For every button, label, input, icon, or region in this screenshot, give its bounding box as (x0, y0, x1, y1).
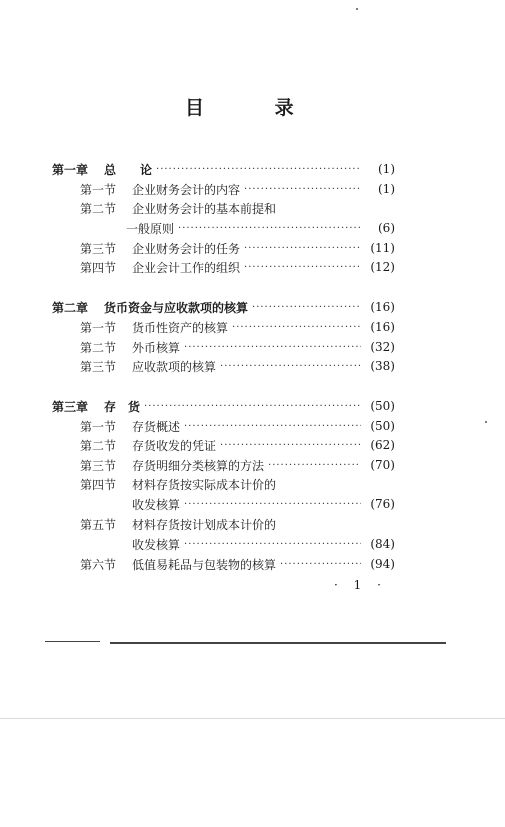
toc-page-number: (11) (370, 241, 395, 255)
toc-entry-title: 总 论 (104, 162, 153, 177)
toc-entry-label (80, 476, 276, 493)
toc-leader-dots (184, 499, 361, 510)
toc-section[interactable] (80, 239, 395, 257)
toc-chapter-number: 第一章 (52, 162, 89, 177)
toc-page-number: (70) (370, 458, 395, 472)
toc-section-number: 第二节 (80, 438, 117, 453)
toc-entry-label (80, 358, 216, 375)
toc-page-number: (16) (370, 300, 395, 314)
toc-entry-title: 外币核算 (132, 340, 181, 355)
toc-section[interactable] (80, 199, 395, 217)
toc-chapter-1[interactable] (52, 160, 395, 178)
toc-entry-title: 存 货 (104, 399, 141, 414)
toc-leader-dots (156, 164, 361, 175)
toc-page-number: (16) (370, 320, 395, 334)
toc-chapter-2[interactable] (52, 298, 395, 316)
toc-section[interactable] (80, 338, 395, 356)
toc-leader-dots (280, 559, 361, 570)
toc-leader-dots (184, 342, 361, 353)
toc-leader-dots (252, 302, 361, 313)
toc-page-number: (76) (370, 497, 395, 511)
toc-leader-dots (232, 322, 361, 333)
toc-section[interactable] (80, 258, 395, 276)
toc-entry-title: 低值易耗品与包装物的核算 (132, 557, 277, 572)
toc-section[interactable] (80, 357, 395, 375)
toc-entry-title: 企业会计工作的组织 (132, 260, 241, 275)
toc-entry-title: 货币资金与应收款项的核算 (104, 300, 249, 315)
scan-speck (356, 8, 358, 10)
toc-section-number: 第五节 (80, 517, 117, 532)
toc-section-number: 第六节 (80, 557, 117, 572)
toc-section-number: 第一节 (80, 320, 117, 335)
toc-section-number: 第一节 (80, 419, 117, 434)
toc-page-number: (32) (370, 340, 395, 354)
toc-entry-label (52, 299, 248, 316)
toc-leader-dots (220, 361, 361, 372)
toc-entry-title: 收发核算 (132, 537, 181, 552)
toc-section[interactable] (80, 436, 395, 454)
toc-entry-title: 应收款项的核算 (132, 359, 217, 374)
toc-section-continuation[interactable] (132, 495, 395, 513)
page-title: 目 录 (185, 97, 326, 119)
toc-leader-dots (184, 539, 361, 550)
toc-section[interactable] (80, 417, 395, 435)
toc-page-number: (84) (370, 537, 395, 551)
toc-entry-title: 存货明细分类核算的方法 (132, 458, 265, 473)
toc-section-number: 第三节 (80, 359, 117, 374)
toc-entry-label (80, 181, 240, 198)
toc-section-number: 第四节 (80, 260, 117, 275)
toc-section-continuation[interactable] (132, 535, 395, 553)
toc-page-number: (50) (370, 399, 395, 413)
toc-page-number: (12) (370, 260, 395, 274)
toc-section-number: 第三节 (80, 458, 117, 473)
toc-section[interactable] (80, 318, 395, 336)
toc-leader-dots (244, 243, 361, 254)
toc-section-number: 第四节 (80, 477, 117, 492)
toc-section-number: 第二节 (80, 340, 117, 355)
toc-section[interactable] (80, 515, 395, 533)
toc-page-number: (94) (370, 557, 395, 571)
toc-entry-label (80, 437, 216, 454)
toc-entry-label (80, 319, 228, 336)
toc-entry-label (80, 339, 180, 356)
toc-page-number: (1) (378, 162, 395, 176)
toc-entry-title: 存货概述 (132, 419, 181, 434)
toc-chapter-number: 第三章 (52, 399, 89, 414)
page-edge-rule (45, 641, 100, 642)
toc-entry-label (80, 418, 180, 435)
toc-entry-label (52, 398, 140, 415)
toc-section[interactable] (80, 475, 395, 493)
toc-section-number: 第三节 (80, 241, 117, 256)
toc-section[interactable] (80, 180, 395, 198)
toc-entry-label (80, 516, 276, 533)
toc-leader-dots (220, 440, 361, 451)
toc-section[interactable] (80, 456, 395, 474)
toc-leader-dots (244, 262, 361, 273)
toc-leader-dots (144, 401, 361, 412)
toc-entry-label (80, 200, 276, 217)
toc-section-number: 第二节 (80, 201, 117, 216)
toc-page-number: (62) (370, 438, 395, 452)
toc-page-number: (50) (370, 419, 395, 433)
toc-entry-title: 企业财务会计的基本前提和 (132, 201, 277, 216)
toc-entry-label (52, 161, 152, 178)
toc-entry-title: 货币性资产的核算 (132, 320, 229, 335)
page-edge-rule (110, 642, 446, 644)
toc-leader-dots (244, 184, 361, 195)
toc-leader-dots (178, 223, 361, 234)
toc-entry-label (80, 240, 240, 257)
toc-entry-title: 材料存货按计划成本计价的 (132, 517, 277, 532)
toc-entry-title: 一般原则 (126, 221, 175, 236)
scan-edge-line (0, 718, 505, 719)
toc-chapter-3[interactable] (52, 397, 395, 415)
toc-entry-title: 企业财务会计的任务 (132, 241, 241, 256)
toc-page-number: (1) (378, 182, 395, 196)
toc-entry-label (80, 259, 240, 276)
toc-entry-label (80, 457, 264, 474)
toc-leader-dots (184, 421, 361, 432)
toc-section-continuation[interactable] (126, 219, 395, 237)
toc-page-number: (6) (378, 221, 395, 235)
toc-entry-title: 存货收发的凭证 (132, 438, 217, 453)
toc-entry-title: 材料存货按实际成本计价的 (132, 477, 277, 492)
toc-entry-label (80, 556, 276, 573)
toc-section-number: 第一节 (80, 182, 117, 197)
toc-leader-dots (268, 460, 361, 471)
scan-speck (485, 421, 487, 423)
page-folio: · 1 · (334, 578, 387, 592)
toc-section[interactable] (80, 555, 395, 573)
toc-entry-title: 收发核算 (132, 497, 181, 512)
toc-page-number: (38) (370, 359, 395, 373)
toc-chapter-number: 第二章 (52, 300, 89, 315)
toc-entry-title: 企业财务会计的内容 (132, 182, 241, 197)
